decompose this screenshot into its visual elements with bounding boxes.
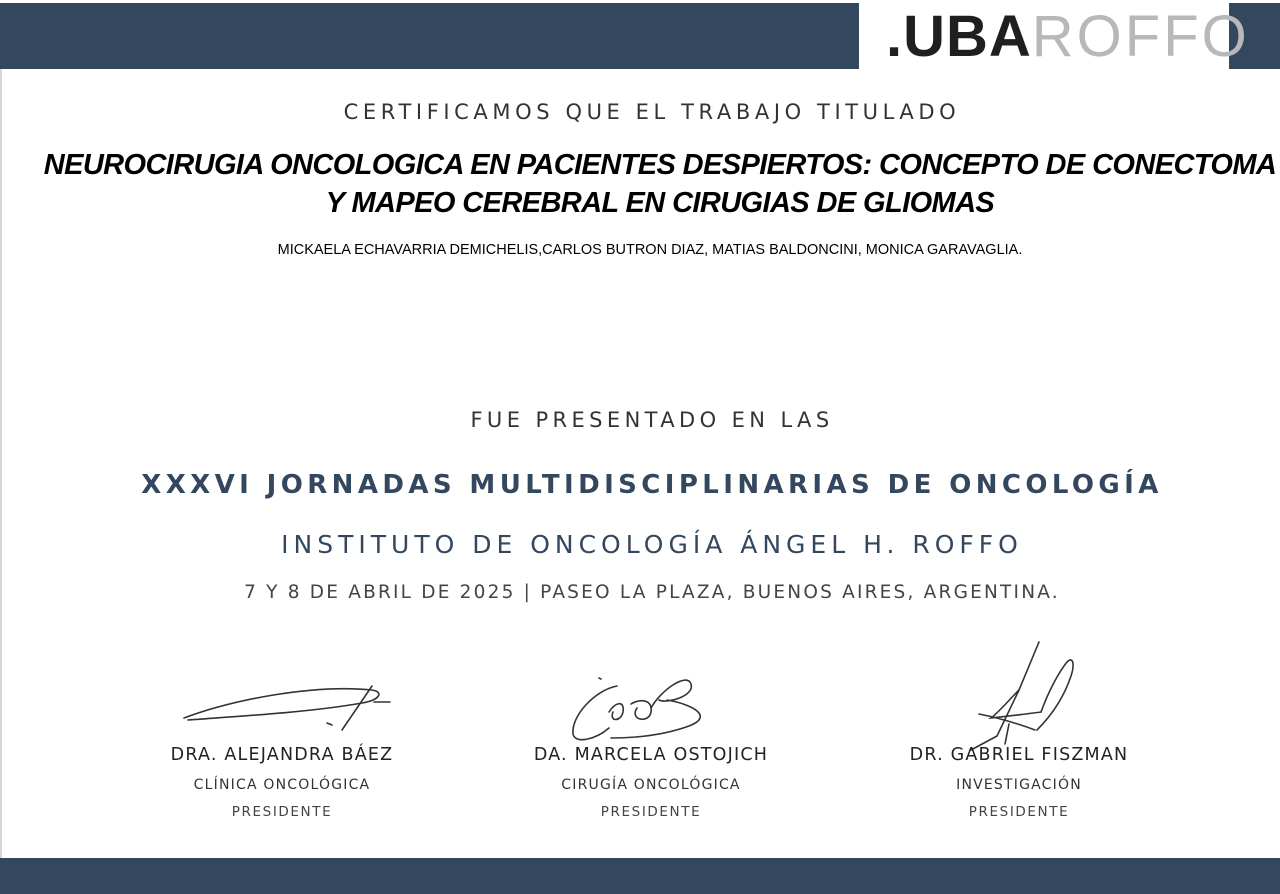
signatory-department: CLÍNICA ONCOLÓGICA: [193, 777, 371, 793]
event-name: XXXVI JORNADAS MULTIDISCIPLINARIAS DE ONCOLOGÍA: [141, 470, 1163, 500]
signatory-name: DRA. ALEJANDRA BÁEZ: [170, 745, 394, 765]
signature-baez: [122, 0, 442, 760]
signature-fiszman: [859, 0, 1179, 760]
authors-list: MICKAELA ECHAVARRIA DEMICHELIS,CARLOS BUTRON DIAZ, MATIAS BALDONCINI, MONICA GARAVAGLIA.: [277, 242, 1023, 258]
event-date-location: 7 Y 8 DE ABRIL DE 2025 | PASEO LA PLAZA, BUENOS AIRES, ARGENTINA.: [244, 582, 1060, 603]
work-title: NEUROCIRUGIA ONCOLOGICA EN PACIENTES DESPIERTOS: CONCEPTO DE CONECTOMA Y MAPEO CEREBRAL EN CIRUGIAS DE GLIOMAS: [43, 149, 1277, 219]
signatory-name: DA. MARCELA OSTOJICH: [533, 745, 769, 765]
signatory-name: DR. GABRIEL FISZMAN: [909, 745, 1129, 765]
signatory-role: PRESIDENTE: [968, 804, 1070, 820]
signatory-role: PRESIDENTE: [600, 804, 702, 820]
footer-bar: [0, 858, 1280, 894]
signatory-role: PRESIDENTE: [231, 804, 333, 820]
institute-name: INSTITUTO DE ONCOLOGÍA ÁNGEL H. ROFFO: [281, 530, 1023, 559]
signatory-department: INVESTIGACIÓN: [956, 777, 1082, 793]
signatory-department: CIRUGÍA ONCOLÓGICA: [561, 777, 741, 793]
logo-roffo-text: ROFFO: [1031, 4, 1250, 69]
signature-ostojich: [491, 0, 811, 760]
logo-uba-text: .UBA: [886, 4, 1032, 69]
page-edge: [0, 69, 2, 858]
certify-intro: CERTIFICAMOS QUE EL TRABAJO TITULADO: [343, 100, 961, 124]
presented-intro: FUE PRESENTADO EN LAS: [470, 408, 834, 432]
